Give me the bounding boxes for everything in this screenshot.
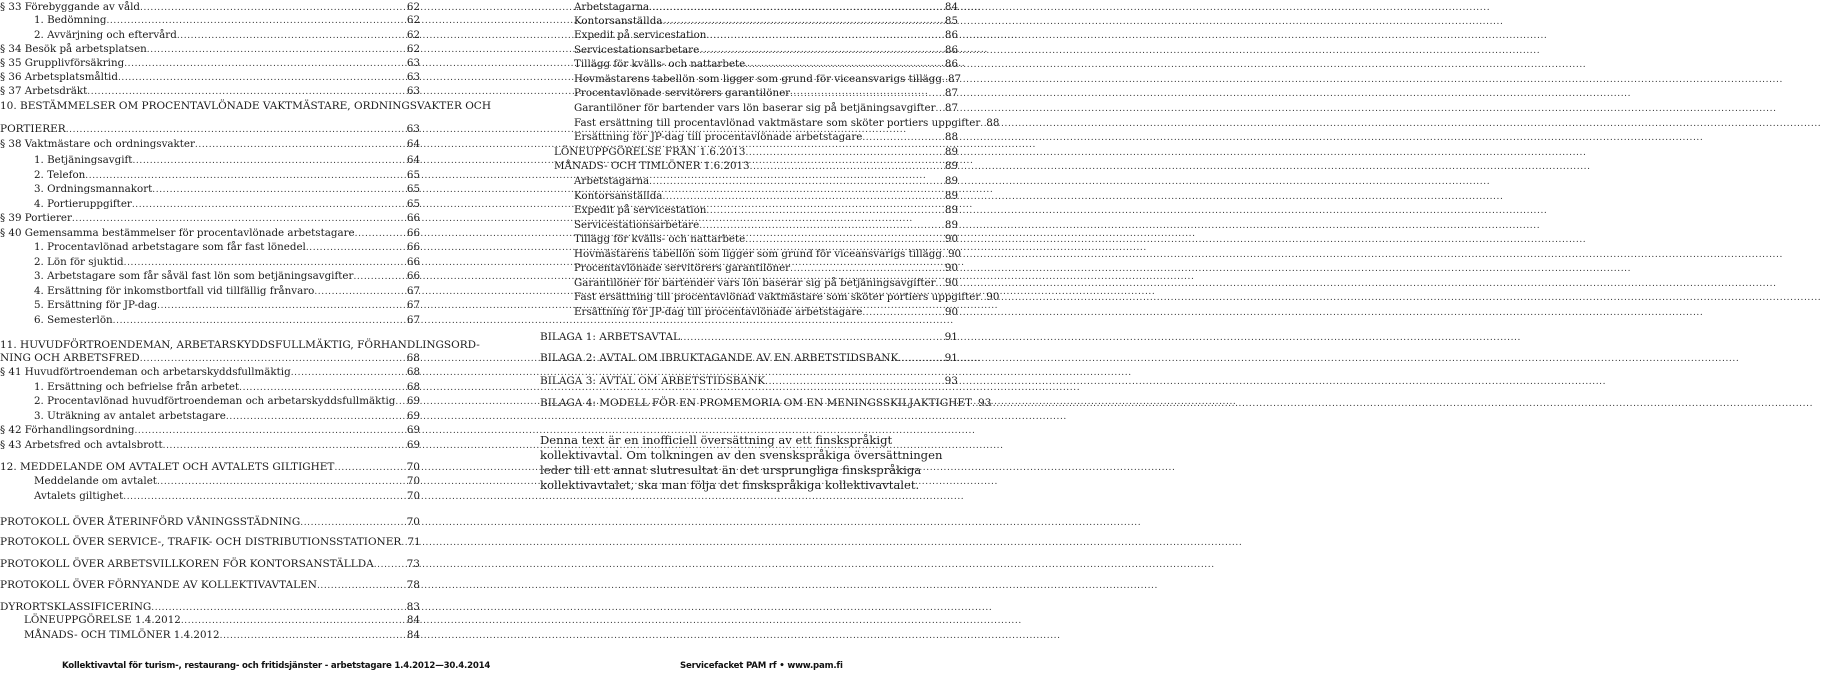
toc-right-entry[interactable] — [574, 218, 958, 232]
toc-page-number: 83 — [406, 601, 420, 613]
toc-entry-title: PORTIERER — [0, 123, 66, 135]
toc-page-number: 66 — [406, 256, 420, 268]
toc-entry-title: Garantilöner för bartender vars lön baserar sig på betjäningsavgifter — [574, 277, 936, 289]
toc-entry-title: 1. Bedömning — [34, 14, 107, 26]
toc-leader-dots — [936, 277, 945, 291]
toc-left-entry[interactable] — [0, 460, 420, 474]
toc-page-number: 62 — [406, 43, 420, 55]
toc-leader-dots — [300, 516, 406, 530]
toc-entry-title: Meddelande om avtalet — [34, 475, 157, 487]
toc-left-entry[interactable] — [0, 338, 480, 352]
toc-leader-dots — [790, 87, 945, 101]
toc-left-entry[interactable] — [0, 0, 420, 14]
toc-leader-dots — [177, 29, 407, 43]
toc-page-number: 88 — [944, 131, 958, 143]
toc-entry-title: Procentavlönade servitörers garantilöner — [574, 87, 791, 99]
toc-page-number: 89 — [944, 204, 958, 216]
toc-left-entry[interactable] — [0, 226, 420, 240]
toc-page-number: 68 — [406, 381, 420, 393]
toc-entry-title: Kontorsanställda — [574, 15, 663, 27]
toc-right-entry[interactable] — [574, 116, 1000, 130]
toc-page-number: 89 — [944, 219, 958, 231]
toc-leader-dots — [790, 262, 945, 276]
toc-leader-dots — [745, 146, 944, 160]
toc-entry-title: 2. Telefon — [34, 169, 86, 181]
toc-left-entry[interactable] — [0, 56, 420, 70]
toc-leader-dots — [226, 410, 407, 424]
toc-entry-title: 1. Betjäningsavgift — [34, 154, 133, 166]
toc-leader-dots — [123, 490, 407, 504]
toc-entry-title: § 43 Arbetsfred och avtalsbrott — [0, 439, 163, 451]
toc-page-number: 90 — [944, 262, 958, 274]
toc-page-number: 90 — [986, 291, 1000, 303]
toc-leader-dots — [706, 29, 944, 43]
toc-right-entry[interactable] — [554, 145, 958, 159]
toc-entry-title: § 36 Arbetsplatsmåltid — [0, 71, 118, 83]
toc-left-entry[interactable] — [34, 313, 420, 327]
toc-left-entry[interactable] — [34, 409, 420, 423]
toc-entry-title: BILAGA 2: AVTAL OM IBRUKTAGANDE AV EN ARBETSTIDSBANK — [540, 352, 899, 364]
toc-entry-title: § 42 Förhandlingsordning — [0, 424, 135, 436]
toc-right-entry[interactable] — [574, 232, 958, 246]
toc-right-entry[interactable] — [574, 247, 962, 261]
toc-entry-title: Fast ersättning till procentavlönad vaktmästare som sköter portiers uppgifter — [574, 291, 981, 303]
toc-entry-title: MÅNADS- OCH TIMLÖNER 1.4.2012 — [24, 629, 220, 641]
toc-page-number: 64 — [406, 154, 420, 166]
toc-right-entry[interactable] — [540, 330, 958, 344]
toc-leader-dots — [87, 85, 407, 99]
toc-entry-title: Servicestationsarbetare — [574, 219, 700, 231]
toc-page-number: 69 — [406, 439, 420, 451]
toc-entry-title: MÅNADS- OCH TIMLÖNER 1.6.2013 — [554, 160, 750, 172]
toc-left-entry[interactable] — [34, 182, 420, 196]
toc-page-number: 86 — [944, 44, 958, 56]
toc-page-number: 89 — [944, 160, 958, 172]
toc-leader-dots — [765, 375, 945, 389]
toc-page-number: 87 — [944, 87, 958, 99]
toc-entry-title: PROTOKOLL ÖVER ARBETSVILLKOREN FÖR KONTORSANSTÄLLDA — [0, 558, 374, 570]
toc-page-number: 66 — [406, 241, 420, 253]
toc-entry-title: 1. Ersättning och befrielse från arbetet — [34, 381, 240, 393]
toc-leader-dots — [157, 475, 407, 489]
toc-entry-title: § 33 Förebyggande av våld — [0, 1, 140, 13]
toc-right-entry[interactable] — [540, 351, 958, 365]
toc-leader-dots — [395, 395, 406, 409]
toc-left-entry[interactable] — [34, 269, 420, 283]
toc-leader-dots — [353, 270, 406, 284]
toc-page-number: 67 — [406, 314, 420, 326]
toc-page-number: 87 — [947, 73, 962, 85]
toc-left-entry[interactable] — [24, 628, 420, 642]
toc-entry-title: 2. Avvärjning och eftervård — [34, 29, 177, 41]
toc-entry-title: 2. Lön för sjuktid — [34, 256, 124, 268]
toc-page-number: 68 — [406, 366, 420, 378]
toc-page-number: 89 — [944, 190, 958, 202]
toc-right-entry[interactable] — [574, 72, 962, 86]
toc-left-entry[interactable] — [0, 137, 420, 151]
toc-entry-title: PROTOKOLL ÖVER FÖRNYANDE AV KOLLEKTIVAVTALEN — [0, 579, 317, 591]
toc-entry-title: PROTOKOLL ÖVER SERVICE-, TRAFIK- OCH DISTRIBUTIONSSTATIONER — [0, 536, 402, 548]
toc-leader-dots — [72, 212, 407, 226]
toc-leader-dots — [745, 58, 945, 72]
toc-leader-dots — [745, 233, 945, 247]
toc-page-number: 84 — [944, 1, 958, 13]
toc-leader-dots — [134, 424, 406, 438]
toc-left-entry[interactable] — [34, 298, 420, 312]
toc-entry-title: Hovmästarens tabellön som ligger som grund för viceansvarigs tillägg — [574, 73, 942, 85]
toc-leader-dots — [118, 71, 407, 85]
toc-leader-dots — [898, 352, 944, 366]
toc-page-number: 65 — [406, 169, 420, 181]
toc-page-number: 63 — [406, 57, 420, 69]
toc-right-entry[interactable] — [540, 374, 958, 388]
toc-entry-title: PROTOKOLL ÖVER ÅTERINFÖRD VÅNINGSSTÄDNING — [0, 516, 301, 528]
toc-page-number: 85 — [944, 15, 958, 27]
toc-entry-title: LÖNEUPPGÖRELSE FRÅN 1.6.2013 — [554, 146, 746, 158]
toc-entry-title: 3. Ordningsmannakort — [34, 183, 153, 195]
toc-left-entry[interactable] — [0, 351, 420, 365]
toc-left-entry[interactable] — [0, 42, 420, 56]
toc-page-number: 73 — [406, 558, 420, 570]
toc-left-entry[interactable] — [34, 489, 420, 503]
toc-left-entry[interactable] — [34, 197, 420, 211]
toc-leader-dots — [220, 629, 407, 643]
toc-page-number: 66 — [406, 227, 420, 239]
toc-entry-title: NING OCH ARBETSFRED — [0, 352, 140, 364]
toc-entry-title: Avtalets giltighet — [34, 490, 124, 502]
toc-left-entry[interactable] — [34, 153, 420, 167]
toc-page-number: 63 — [406, 71, 420, 83]
toc-entry-title: Tillägg för kvälls- och nattarbete — [574, 233, 746, 245]
toc-leader-dots — [862, 131, 945, 145]
toc-right-entry[interactable] — [574, 174, 958, 188]
toc-leader-dots — [157, 299, 407, 313]
toc-left-entry[interactable] — [34, 394, 420, 408]
toc-entry-title: § 37 Arbetsdräkt — [0, 85, 88, 97]
toc-right-entry[interactable] — [574, 261, 958, 275]
toc-right-entry[interactable] — [574, 203, 958, 217]
toc-leader-dots — [140, 352, 407, 366]
toc-right-entry[interactable] — [574, 305, 958, 319]
toc-left-entry[interactable] — [34, 474, 420, 488]
toc-leader-dots — [355, 227, 407, 241]
toc-leader-dots — [291, 366, 407, 380]
toc-left-entry[interactable] — [0, 557, 420, 571]
toc-left-entry[interactable] — [34, 284, 420, 298]
toc-leader-dots — [374, 558, 407, 572]
toc-entry-title: § 40 Gemensamma bestämmelser för procentavlönade arbetstagare — [0, 227, 355, 239]
toc-right-entry[interactable] — [574, 290, 1000, 304]
toc-entry-title: BILAGA 4: MODELL FÖR EN PROMEMORIA OM EN MENINGSSKILJAKTIGHET — [540, 397, 973, 409]
toc-entry-title: Ersättning för JP-dag till procentavlönade arbetstagare — [574, 306, 863, 318]
toc-left-entry[interactable] — [0, 211, 420, 225]
toc-entry-title: BILAGA 1: ARBETSAVTAL — [540, 331, 680, 343]
toc-leader-dots — [124, 57, 407, 71]
toc-left-entry[interactable] — [34, 380, 420, 394]
toc-leader-dots — [132, 198, 407, 212]
toc-right-entry[interactable] — [574, 0, 958, 14]
toc-entry-title: 10. BESTÄMMELSER OM PROCENTAVLÖNADE VAKTMÄSTARE, ORDNINGSVAKTER OCH — [0, 100, 491, 112]
toc-page-number: 66 — [406, 212, 420, 224]
toc-entry-title: Servicestationsarbetare — [574, 44, 700, 56]
toc-left-entry[interactable] — [0, 84, 420, 98]
toc-leader-dots — [706, 204, 944, 218]
toc-page-number: 88 — [986, 117, 1000, 129]
toc-page-number: 90 — [947, 248, 962, 260]
toc-leader-dots — [85, 169, 407, 183]
toc-entry-title: 5. Ersättning för JP-dag — [34, 299, 158, 311]
toc-entry-title: 3. Uträkning av antalet arbetstagare — [34, 410, 226, 422]
toc-entry-title: Fast ersättning till procentavlönad vaktmästare som sköter portiers uppgifter — [574, 117, 981, 129]
toc-entry-title: BILAGA 3: AVTAL OM ARBETSTIDSBANK — [540, 375, 766, 387]
toc-leader-dots — [147, 43, 407, 57]
toc-leader-dots — [314, 285, 407, 299]
toc-right-entry[interactable] — [540, 396, 992, 410]
toc-left-entry[interactable] — [0, 99, 491, 113]
toc-leader-dots — [699, 219, 945, 233]
toc-leader-dots — [239, 381, 407, 395]
toc-page-number: 69 — [406, 424, 420, 436]
toc-page-number: 86 — [944, 29, 958, 41]
toc-leader-dots — [649, 175, 945, 189]
toc-entry-title: 4. Portieruppgifter — [34, 198, 132, 210]
toc-leader-dots — [936, 102, 945, 116]
toc-right-entry[interactable] — [554, 159, 958, 173]
toc-page-number: 70 — [406, 461, 420, 473]
toc-left-entry[interactable] — [34, 13, 420, 27]
toc-page-number: 66 — [406, 270, 420, 282]
toc-page-number: 78 — [406, 579, 420, 591]
toc-entry-title: 11. HUVUDFÖRTROENDEMAN, ARBETARSKYDDSFULLMÄKTIG, FÖRHANDLINGSORD- — [0, 339, 480, 351]
toc-entry-title: 6. Semesterlön — [34, 314, 113, 326]
toc-entry-title: Arbetstagarna — [574, 1, 650, 13]
toc-page-number: 67 — [406, 299, 420, 311]
toc-right-entry[interactable] — [574, 14, 958, 28]
toc-left-entry[interactable] — [0, 438, 420, 452]
toc-entry-title: DYRORTSKLASSIFICERING — [0, 601, 152, 613]
toc-right-entry[interactable] — [574, 57, 958, 71]
toc-left-entry[interactable] — [0, 600, 420, 614]
toc-page-number: 67 — [406, 285, 420, 297]
toc-page-number: 69 — [406, 395, 420, 407]
toc-page-number: 93 — [944, 375, 958, 387]
toc-right-entry[interactable] — [574, 101, 958, 115]
toc-left-entry[interactable] — [0, 535, 420, 549]
toc-left-entry[interactable] — [0, 70, 420, 84]
toc-entry-title: § 35 Grupplivförsäkring — [0, 57, 125, 69]
toc-page-number: 63 — [406, 85, 420, 97]
toc-entry-title: 2. Procentavlönad huvudförtroendeman och arbetarskyddsfullmäktig — [34, 395, 396, 407]
toc-entry-title: Ersättning för JP-dag till procentavlönade arbetstagare — [574, 131, 863, 143]
toc-leader-dots — [66, 123, 407, 137]
toc-left-entry[interactable] — [34, 255, 420, 269]
toc-right-entry[interactable] — [574, 43, 958, 57]
toc-page-number: 90 — [944, 233, 958, 245]
toc-page-number: 70 — [406, 516, 420, 528]
toc-leader-dots — [699, 44, 945, 58]
toc-entry-title: LÖNEUPPGÖRELSE 1.4.2012 — [24, 614, 181, 626]
toc-entry-title: Kontorsanställda — [574, 190, 663, 202]
footer-publisher: Servicefacket PAM rf • www.pam.fi — [680, 661, 843, 671]
toc-right-entry[interactable] — [574, 86, 958, 100]
footer-agreement-title: Kollektivavtal för turism-, restaurang- och fritidsjänster - arbetstagare 1.4.2012—30.4.2014 — [62, 661, 491, 671]
toc-page-number: 69 — [406, 410, 420, 422]
toc-left-entry[interactable] — [0, 423, 420, 437]
toc-left-entry[interactable] — [34, 168, 420, 182]
toc-left-entry[interactable] — [0, 578, 420, 592]
toc-left-entry[interactable] — [34, 28, 420, 42]
toc-page-number: 63 — [406, 123, 420, 135]
translation-note: Denna text är en inofficiell översättning av ett finskspråkigt kollektivavtal. Om tolkningen av den svenskspråkiga översättningen leder till ett annat slutresultat än det ursprungliga finskspråkiga kollektivavtalet, ska man följa det finskspråkiga kollektivavtalet. — [540, 433, 943, 492]
toc-entry-title: Garantilöner för bartender vars lön baserar sig på betjäningsavgifter — [574, 102, 936, 114]
toc-entry-title: § 39 Portierer — [0, 212, 72, 224]
toc-page-number: 91 — [944, 352, 958, 364]
toc-page-number: 70 — [406, 490, 420, 502]
toc-leader-dots — [649, 1, 945, 15]
toc-page-number: 89 — [944, 146, 958, 158]
toc-left-entry[interactable] — [0, 122, 420, 136]
toc-leader-dots — [124, 256, 407, 270]
toc-right-entry[interactable] — [574, 130, 958, 144]
toc-left-entry[interactable] — [0, 515, 420, 529]
toc-leader-dots — [106, 14, 406, 28]
toc-leader-dots — [662, 190, 944, 204]
toc-entry-title: Procentavlönade servitörers garantilöner — [574, 262, 791, 274]
toc-page-number: 64 — [406, 138, 420, 150]
toc-page-number: 90 — [944, 277, 958, 289]
toc-page-number: 71 — [407, 536, 421, 548]
toc-page-number: 93 — [978, 397, 992, 409]
toc-page-number: 89 — [944, 175, 958, 187]
toc-page-number: 65 — [406, 183, 420, 195]
toc-entry-title: 4. Ersättning för inkomstbortfall vid tillfällig frånvaro — [34, 285, 315, 297]
toc-entry-title: Expedit på servicestation — [574, 204, 707, 216]
toc-left-entry[interactable] — [0, 365, 420, 379]
toc-leader-dots — [334, 461, 406, 475]
toc-entry-title: Expedit på servicestation — [574, 29, 707, 41]
toc-right-entry[interactable] — [574, 28, 958, 42]
toc-page-number: 87 — [944, 102, 958, 114]
toc-leader-dots — [317, 579, 407, 593]
toc-entry-title: Arbetstagarna — [574, 175, 650, 187]
toc-page-number: 68 — [406, 352, 420, 364]
toc-leader-dots — [163, 439, 407, 453]
toc-entry-title: 1. Procentavlönad arbetstagare som får fast lönedel — [34, 241, 306, 253]
toc-page-number: 84 — [406, 614, 420, 626]
toc-leader-dots — [862, 306, 945, 320]
toc-entry-title: 12. MEDDELANDE OM AVTALET OCH AVTALETS GILTIGHET — [0, 461, 335, 473]
toc-entry-title: § 34 Besök på arbetsplatsen — [0, 43, 147, 55]
toc-right-entry[interactable] — [574, 189, 958, 203]
toc-page-number: 62 — [406, 29, 420, 41]
toc-page-number: 91 — [944, 331, 958, 343]
toc-entry-title: § 41 Huvudförtroendeman och arbetarskyddsfullmäktig — [0, 366, 291, 378]
toc-page-number: 70 — [406, 475, 420, 487]
toc-leader-dots — [152, 183, 407, 197]
toc-entry-title: § 38 Vaktmästare och ordningsvakter — [0, 138, 195, 150]
toc-left-entry[interactable] — [24, 613, 420, 627]
toc-leader-dots — [750, 160, 945, 174]
toc-page-number: 84 — [406, 629, 420, 641]
toc-left-entry[interactable] — [34, 240, 420, 254]
toc-leader-dots — [113, 314, 407, 328]
toc-leader-dots — [306, 241, 407, 255]
toc-leader-dots — [195, 138, 407, 152]
toc-leader-dots — [181, 614, 407, 628]
toc-leader-dots — [680, 331, 945, 345]
toc-leader-dots — [662, 15, 944, 29]
toc-leader-dots — [132, 154, 406, 168]
toc-page-number: 65 — [406, 198, 420, 210]
toc-entry-title: 3. Arbetstagare som får såväl fast lön som betjäningsavgifter — [34, 270, 354, 282]
toc-entry-title: Tillägg för kvälls- och nattarbete — [574, 58, 746, 70]
toc-page-number: 62 — [406, 14, 420, 26]
toc-page-number: 86 — [944, 58, 958, 70]
toc-right-entry[interactable] — [574, 276, 958, 290]
toc-entry-title: Hovmästarens tabellön som ligger som grund för viceansvarigs tillägg — [574, 248, 942, 260]
toc-page-number: 62 — [406, 1, 420, 13]
toc-page-number: 90 — [944, 306, 958, 318]
